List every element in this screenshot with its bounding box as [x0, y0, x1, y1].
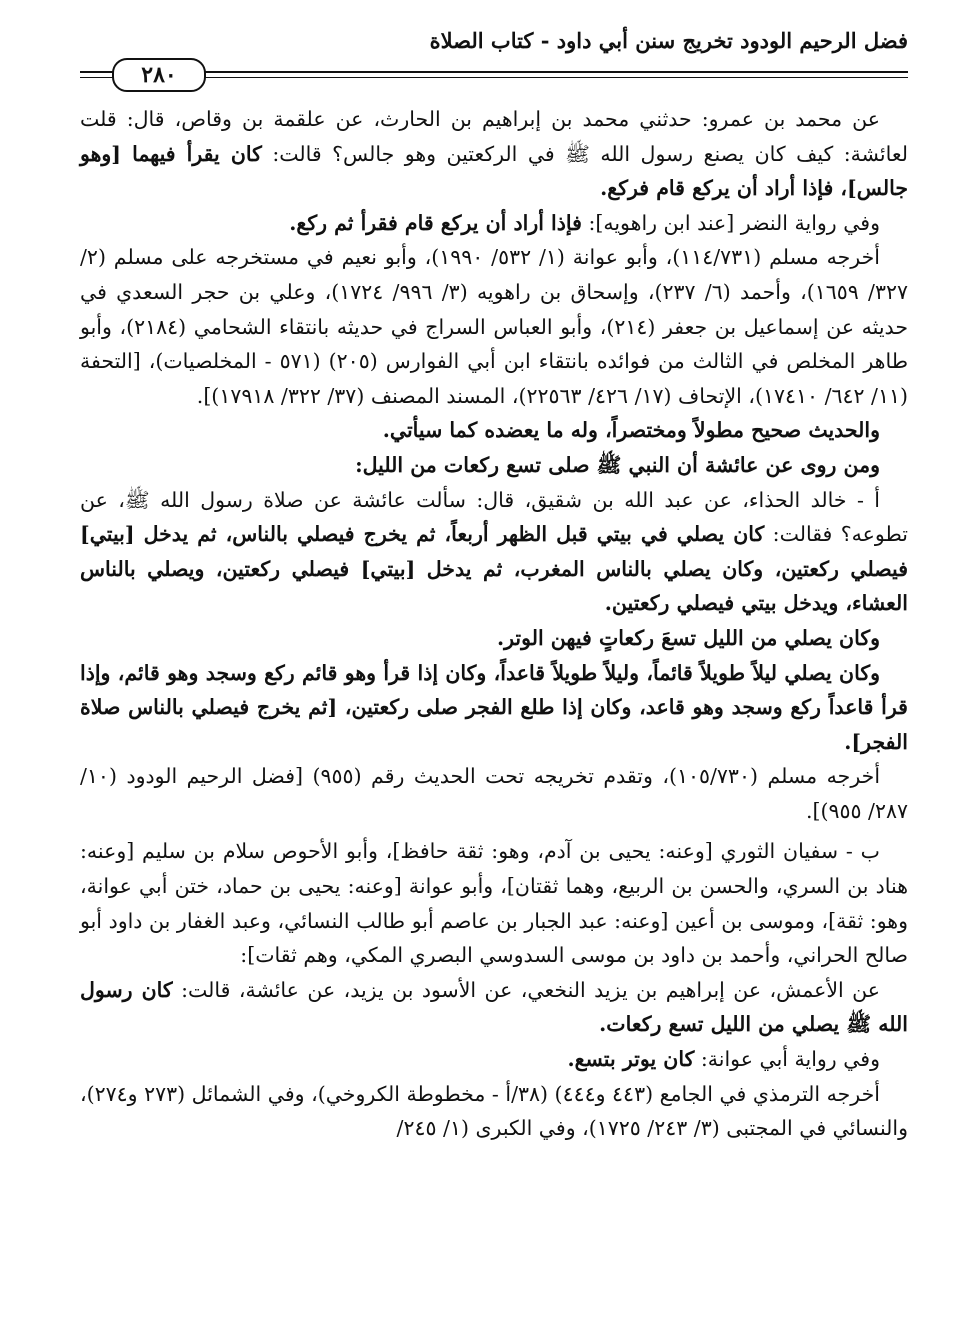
body-text: أخرجه مسلم (١٠٥/٧٣٠)، وتقدم تخريجه تحت الحديث رقم (٩٥٥) [فضل الرحيم الودود (١٠/ ٢٨٧/ ٩٥٥)].	[80, 764, 908, 823]
paragraph	[80, 240, 908, 413]
paragraph	[80, 973, 908, 1042]
paragraph	[80, 759, 908, 828]
hadith-text: كان يصلي في بيتي قبل الظهر أربعاً، ثم يخرج فيصلي بالناس، ثم يدخل [بيتي] فيصلي ركعتين، وكان يصلي بالناس المغرب، ثم يدخل [بيتي] فيصلي ركعتين، ويصلي بالناس العشاء، ويدخل بيتي فيصلي ركعتين.	[80, 522, 908, 616]
paragraph	[80, 102, 908, 206]
body-text: عن محمد بن عمرو: حدثني محمد بن إبراهيم بن الحارث، عن علقمة بن وقاص، قال: قلت لعائشة: كيف كان يصنع رسول الله ﷺ في الركعتين وهو جالس؟ قالت:	[80, 107, 908, 166]
paragraph	[80, 1042, 908, 1077]
hadith-text: وكان يصلي من الليل تسعَ ركعاتٍ فيهن الوتر.	[496, 625, 880, 650]
body-text: عن الأعمش، عن إبراهيم بن يزيد النخعي، عن الأسود بن يزيد، عن عائشة، قالت:	[172, 977, 880, 1002]
paragraph	[80, 1077, 908, 1146]
hadith-text: كان يقرأ فيهما [وهو جالس]، فإذا أراد أن يركع قام فركع.	[80, 141, 908, 201]
page-number: ٢٨٠	[112, 58, 206, 92]
paragraph	[80, 834, 908, 972]
paragraph	[80, 656, 908, 760]
paragraph	[80, 448, 908, 483]
paragraph	[80, 621, 908, 656]
book-title: فضل الرحيم الودود تخريج سنن أبي داود - كتاب الصلاة	[429, 28, 908, 53]
hadith-text: وكان يصلي ليلاً طويلاً قائماً، وليلاً طويلاً قاعداً، وكان إذا قرأ وهو قائم ركع وسجد وهو قائم، وإذا قرأ قاعداً ركع وسجد وهو قاعد، وكان إذا طلع الفجر صلى ركعتين، [ثم يخرج فيصلي بالناس صلاة الفجر].	[80, 660, 908, 754]
hadith-text: فإذا أراد أن يركع قام فقرأ ثم ركع.	[289, 210, 582, 235]
body-text: وفي رواية النضر [عند ابن راهويه]:	[581, 210, 880, 235]
body-text: ب - سفيان الثوري [وعنه: يحيى بن آدم، وهو: ثقة حافظ]، وأبو الأحوص سلام بن سليم [وعنه: هناد بن السري، والحسن بن الربيع، وهما ثقتان]، وأبو عوانة [وعنه: يحيى بن حماد، ختن أبي عوانة، وهو: ثقة]، وموسى بن أعين [وعنه: عبد الجبار بن عاصم أبو طالب النسائي، وعبد الغفار بن داود أبو صالح الحراني، وأحمد بن داود بن موسى السدوسي البصري المكي، وهم ثقات]:	[80, 839, 908, 968]
running-header	[80, 28, 908, 94]
hadith-text: كان يوتر بتسع.	[567, 1047, 695, 1072]
body-text: وفي رواية أبي عوانة:	[694, 1047, 880, 1072]
body-text: أخرجه مسلم (١١٤/٧٣١)، وأبو عوانة (١/ ٥٣٢/ ١٩٩٠)، وأبو نعيم في مستخرجه على مسلم (٢/ ٣٢٧/ ١٦٥٩)، وأحمد (٦/ ٢٣٧)، وإسحاق بن راهويه (٣/ ٩٩٦/ ١٧٢٤)، وعلي بن حجر السعدي في حديثه عن إسماعيل بن جعفر (٢١٤)، وأبو العباس السراج في حديثه بانتقاء الشحامي (٢١٨٤)، وأبو طاهر المخلص في الثالث من فوائده بانتقاء ابن أبي الفوارس (٢٠٥) (٥٧١ - المخلصيات)، [التحفة (١١/ ٦٤٢/ ١٧٤١٠)، الإتحاف (١٧/ ٤٢٦/ ٢٢٥٦٣)، المسند المصنف (٣٧/ ٣٢٢/ ١٧٩١٨)].	[80, 245, 909, 408]
body-text: أخرجه الترمذي في الجامع (٤٤٣ و٤٤٤) (٣٨/أ - مخطوطة الكروخي)، وفي الشمائل (٢٧٣ و٢٧٤)، والنسائي في المجتبى (٣/ ٢٤٣/ ١٧٢٥)، وفي الكبرى (١/ ٢٤٥/	[80, 1081, 908, 1141]
hadith-text: والحديث صحيح مطولاً ومختصراً، وله ما يعضده كما سيأتي.	[382, 418, 880, 443]
hadith-text: كان رسول الله ﷺ يصلي من الليل تسع ركعات.	[80, 977, 908, 1037]
page-body	[80, 102, 908, 1146]
paragraph	[80, 206, 908, 241]
paragraph	[80, 483, 908, 621]
body-text: أ - خالد الحذاء، عن عبد الله بن شقيق، قال: سألت عائشة عن صلاة رسول الله ﷺ، عن تطوعه؟ فقالت:	[80, 487, 908, 547]
paragraph	[80, 413, 908, 448]
hadith-text: ومن روى عن عائشة أن النبي ﷺ صلى تسع ركعات من الليل:	[355, 452, 880, 477]
